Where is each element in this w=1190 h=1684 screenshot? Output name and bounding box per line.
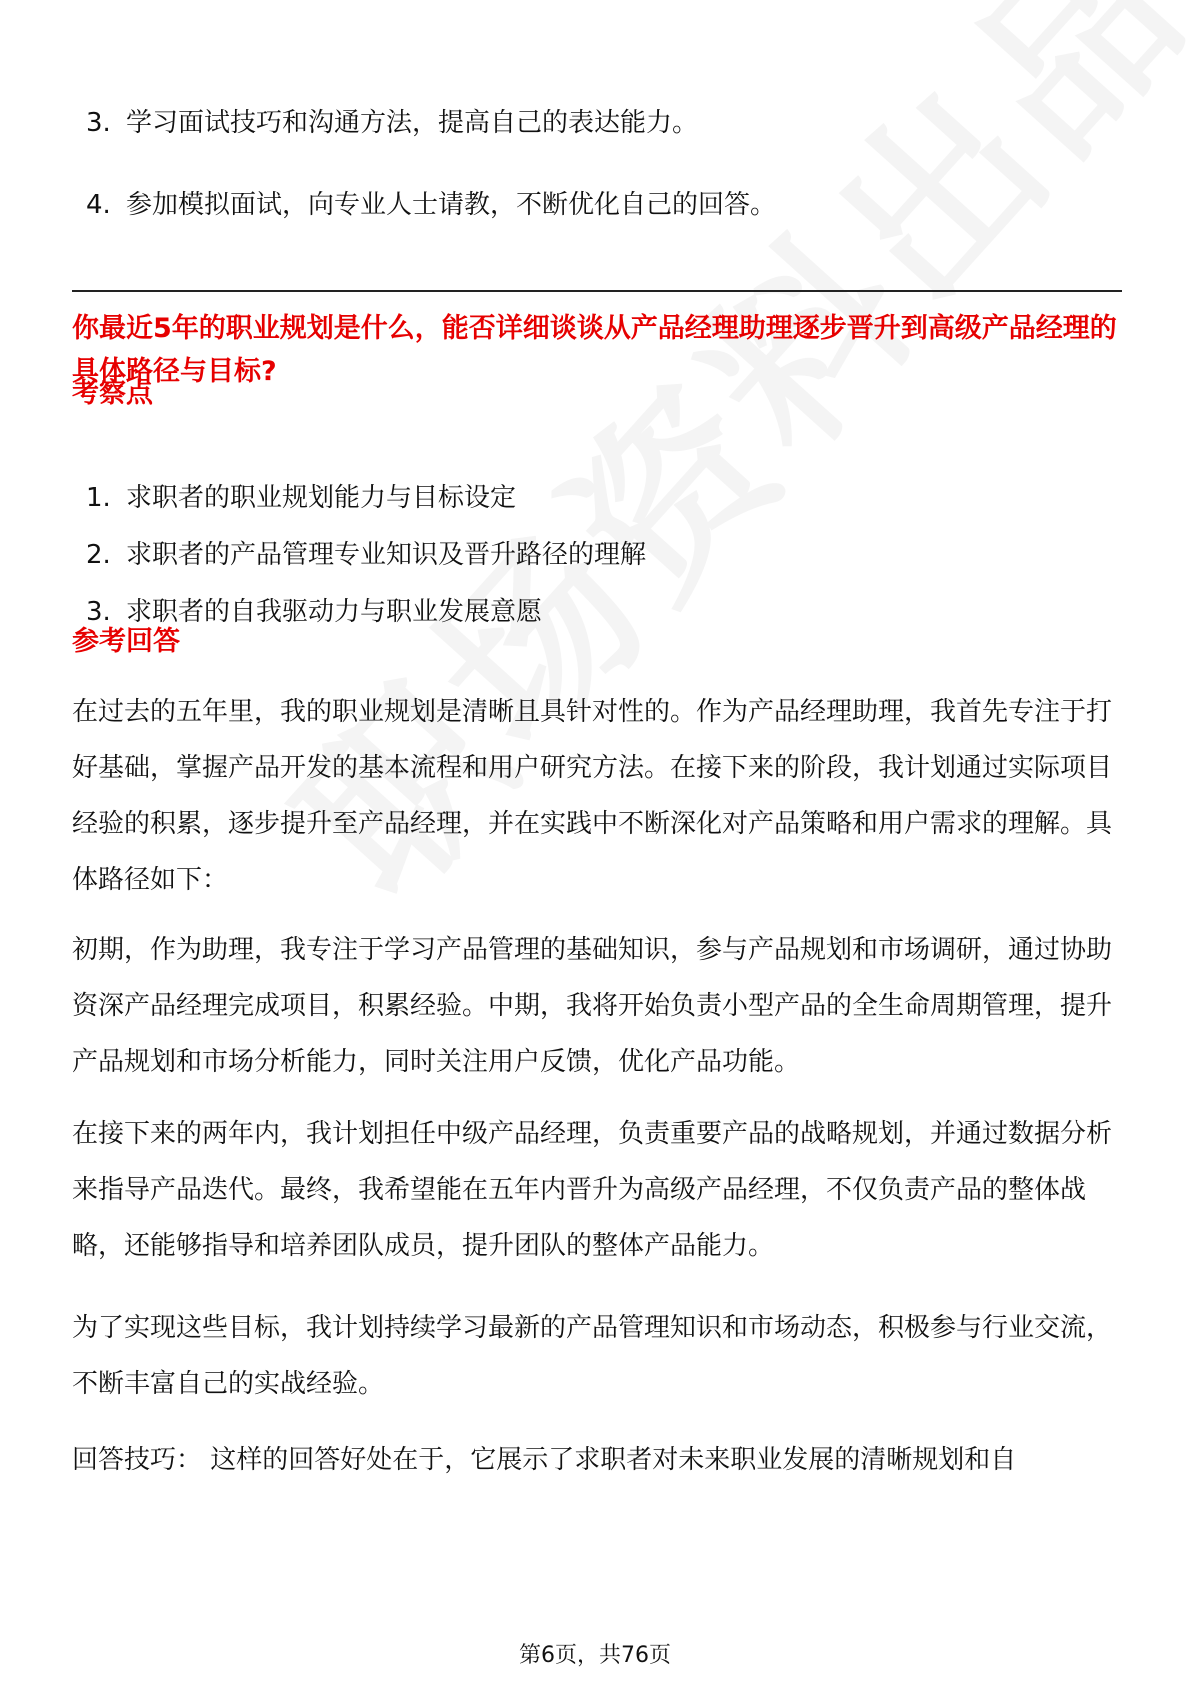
list-item-text: 参加模拟面试，向专业人士请教，不断优化自己的回答。: [126, 190, 777, 220]
answer-tips-paragraph: 回答技巧： 这样的回答好处在于，它展示了求职者对未来职业发展的清晰规划和自: [72, 1445, 1017, 1475]
page-number: 第6页，共76页: [519, 1643, 671, 1668]
list-item: [72, 535, 646, 575]
list-item-number: 2.: [86, 540, 111, 570]
list-item: [72, 185, 776, 225]
previous-answer-list: [72, 103, 776, 267]
list-item: [72, 478, 646, 518]
list-item-text: 学习面试技巧和沟通方法，提高自己的表达能力。: [126, 108, 699, 138]
question-heading: 你最近5年的职业规划是什么，能否详细谈谈从产品经理助理逐步晋升到高级产品经理的具体路径与目标?: [72, 313, 1117, 387]
answer-paragraph: 在过去的五年里，我的职业规划是清晰且具针对性的。作为产品经理助理，我首先专注于打好基础，掌握产品开发的基本流程和用户研究方法。在接下来的阶段，我计划通过实际项目经验的积累，逐步提升至产品经理，并在实践中不断深化对产品策略和用户需求的理解。具体路径如下：: [72, 697, 1113, 895]
points-title: 考察点: [72, 378, 153, 409]
list-item-number: 3.: [86, 597, 111, 627]
list-item-text: 求职者的产品管理专业知识及晋升路径的理解: [126, 540, 647, 570]
answer-paragraph: 初期，作为助理，我专注于学习产品管理的基础知识，参与产品规划和市场调研，通过协助资深产品经理完成项目，积累经验。中期，我将开始负责小型产品的全生命周期管理，提升产品规划和市场分析能力，同时关注用户反馈，优化产品功能。: [72, 935, 1113, 1077]
answer-title: 参考回答: [72, 626, 180, 657]
list-item-number: 3.: [86, 108, 111, 138]
list-item: [72, 103, 776, 143]
answer-paragraph: 在接下来的两年内，我计划担任中级产品经理，负责重要产品的战略规划，并通过数据分析来指导产品迭代。最终，我希望能在五年内晋升为高级产品经理，不仅负责产品的整体战略，还能够指导和培养团队成员，提升团队的整体产品能力。: [72, 1119, 1113, 1261]
list-item-number: 1.: [86, 483, 111, 513]
section-divider: [72, 290, 1122, 292]
answer-paragraph: 为了实现这些目标，我计划持续学习最新的产品管理知识和市场动态，积极参与行业交流，不断丰富自己的实战经验。: [72, 1313, 1113, 1399]
list-item-text: 求职者的职业规划能力与目标设定: [126, 483, 517, 513]
list-item-number: 4.: [86, 190, 111, 220]
list-item-text: 求职者的自我驱动力与职业发展意愿: [126, 597, 543, 627]
